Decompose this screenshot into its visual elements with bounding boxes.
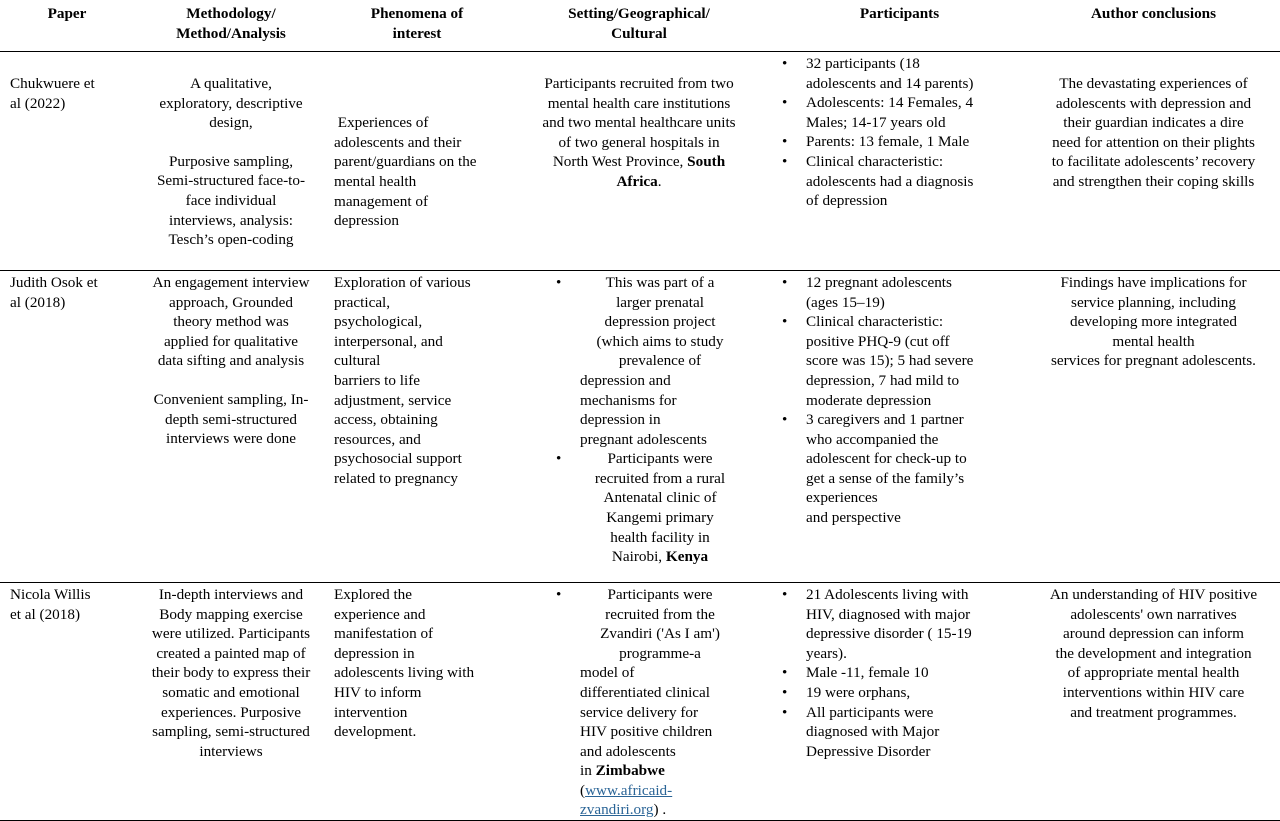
setting-cell (506, 270, 772, 582)
participants-cell (772, 52, 1027, 271)
table-row (0, 270, 1280, 582)
table-row (0, 52, 1280, 271)
header-setting: Setting/Geographical/ Cultural (506, 0, 772, 52)
header-paper: Paper (0, 0, 134, 52)
list-item: • Male -11, female 10 (782, 664, 929, 682)
participants-cell (772, 582, 1027, 820)
methodology-cell: An engagement interview approach, Grounded theory method was applied for qualitative data sifting and analysis Convenient sampling, In- depth semi-structured interviews were done (134, 270, 328, 582)
setting-cell (506, 582, 772, 820)
paper-cell: Nicola Willis et al (2018) (0, 582, 134, 820)
list-item: • Participants were recruited from the Zvandiri ('As I am') programme-a model of differentiated clinical service delivery for HIV positive children and adolescents in Zimbabwe (www.africaid- zvandiri.org) . (556, 585, 720, 819)
header-participants: Participants (772, 0, 1027, 52)
list-item: • All participants were diagnosed with Major Depressive Disorder (782, 703, 940, 760)
website-link[interactable]: www.africaid- (585, 781, 673, 799)
phenomena-cell: Explored the experience and manifestation of depression in adolescents living with HIV to inform intervention development. (328, 582, 506, 820)
setting-cell: Participants recruited from two mental health care institutions and two mental healthcare units of two general hospitals in North West Province, South Africa. (506, 52, 772, 271)
list-item: • Participants were recruited from a rural Antenatal clinic of Kangemi primary health facility in Nairobi, Kenya (556, 450, 726, 566)
list-item: • 3 caregivers and 1 partner who accompanied the adolescent for check-up to get a sense of the family’s experiences and perspective (782, 411, 967, 527)
paper-cell: Chukwuere et al (2022) (0, 52, 134, 271)
conclusion-cell: Findings have implications for service planning, including developing more integrated mental health services for pregnant adolescents. (1027, 270, 1280, 582)
header-row (0, 0, 1280, 52)
list-item: • 21 Adolescents living with HIV, diagnosed with major depressive disorder ( 15-19 years). (782, 585, 972, 662)
participants-cell (772, 270, 1027, 582)
phenomena-cell: Exploration of various practical, psychological, interpersonal, and cultural barriers to life adjustment, service access, obtaining resources, and psychosocial support related to pregnancy (328, 270, 506, 582)
methodology-cell: A qualitative, exploratory, descriptive design, Purposive sampling, Semi-structured face-to- face individual interviews, analysis: Tesch’s open-coding (134, 52, 328, 271)
list-item: • 12 pregnant adolescents (ages 15–19) (782, 273, 952, 311)
list-item: • Adolescents: 14 Females, 4 Males; 14-17 years old (782, 94, 974, 131)
list-item: • Clinical characteristic: adolescents had a diagnosis of depression (782, 152, 974, 210)
header-phenomena: Phenomena of interest (328, 0, 506, 52)
conclusion-cell: The devastating experiences of adolescents with depression and their guardian indicates a dire need for attention on their plights to facilitate adolescents’ recovery and strengthen their coping skills (1027, 52, 1280, 271)
table-row (0, 582, 1280, 820)
conclusion-cell: An understanding of HIV positive adolescents' own narratives around depression can inform the development and integration of appropriate mental health interventions within HIV care and treatment programmes. (1027, 582, 1280, 820)
list-item: • 19 were orphans, (782, 683, 911, 701)
list-item: • This was part of a larger prenatal depression project (which aims to study prevalence of depression and mechanisms for depression in pregnant adolescents (556, 273, 724, 448)
phenomena-cell: Experiences of adolescents and their parent/guardians on the mental health management of depression (328, 52, 506, 271)
website-link[interactable]: zvandiri.org (580, 801, 654, 819)
methodology-cell: In-depth interviews and Body mapping exercise were utilized. Participants created a painted map of their body to express their somatic and emotional experiences. Purposive sampling, semi-structured interviews (134, 582, 328, 820)
header-conclusions: Author conclusions (1027, 0, 1280, 52)
paper-cell: Judith Osok et al (2018) (0, 270, 134, 582)
header-methodology: Methodology/ Method/Analysis (134, 0, 328, 52)
list-item: • Parents: 13 female, 1 Male (782, 133, 970, 151)
list-item: • Clinical characteristic: positive PHQ-9 (cut off score was 15); 5 had severe depression, 7 had mild to moderate depression (782, 313, 974, 409)
list-item: • 32 participants (18 adolescents and 14 parents) (782, 55, 974, 92)
